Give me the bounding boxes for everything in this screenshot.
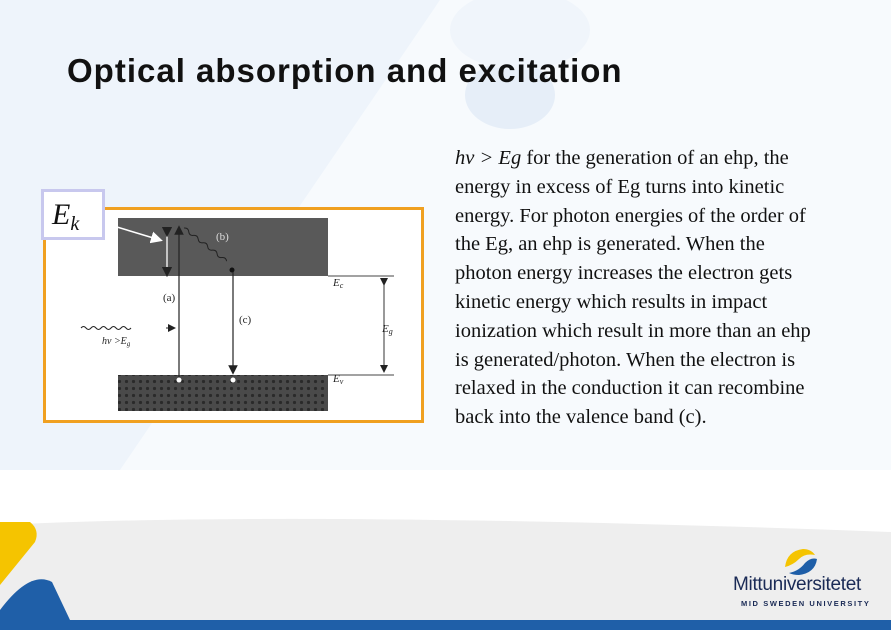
label-b: (b): [216, 231, 229, 243]
ec-label: Ec: [333, 277, 344, 290]
label-a: (a): [163, 292, 176, 304]
ev-label: Ev: [333, 373, 344, 386]
body-paragraph: for the generation of an ehp, the energy in excess of Eg turns into kinetic energy. For photon energies of the order of the Eg, an ehp is generated. When the photon energy increases the electron gets kinetic energy which results in impact ionization which result in more than an ehp is generated/photon. When the electron is relaxed in the conduction it can recombine back into the valence band (c).: [455, 147, 811, 429]
conduction-band: [118, 218, 328, 276]
band-diagram: [46, 210, 421, 420]
photon-label: $h\nu >E_g$: [102, 336, 131, 348]
electron-dot: [230, 268, 235, 273]
hole-dot-c: [231, 378, 236, 383]
logo-mark-icon: [781, 545, 821, 577]
footer-bottom-bar: [0, 620, 891, 630]
university-logo: [733, 545, 871, 615]
valence-band: [118, 375, 328, 411]
body-lead-formula: hν > Eg: [455, 147, 522, 169]
slide-title: Optical absorption and excitation: [67, 52, 623, 89]
logo-subtitle: MID SWEDEN UNIVERSITY: [741, 599, 871, 608]
logo-name: Mittuniversitetet: [733, 574, 861, 595]
slide-body-text: [455, 144, 825, 432]
eg-label: Eg: [382, 323, 393, 336]
hole-dot-a: [177, 378, 182, 383]
ek-callout-box: [41, 189, 105, 240]
ek-callout-label: $E_k$: [52, 198, 80, 235]
label-c: (c): [239, 314, 252, 326]
photon-wave: [81, 327, 131, 330]
